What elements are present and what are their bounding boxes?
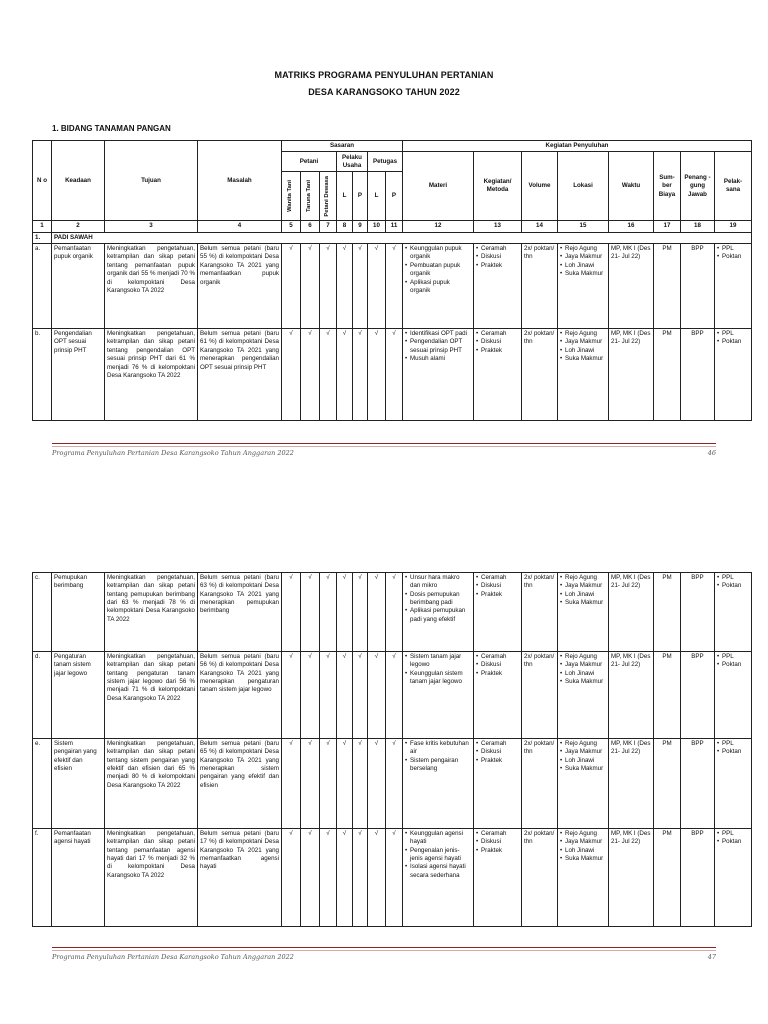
bullet-item: • PPL [717, 245, 749, 253]
volume-cell: 2x/ poktan/ thn [522, 829, 558, 927]
bullet-item: • Fase kritis kebutuhan air [405, 740, 471, 757]
checkmark-cell: √ [353, 829, 368, 927]
bullet-item: • Dosis pemupukan berimbang padi [405, 591, 471, 608]
bullet-item: • Ceramah [476, 245, 519, 253]
header-taruna-tani: Taruna Tani [301, 172, 320, 221]
column-number: 13 [474, 221, 522, 232]
metoda-cell [474, 573, 522, 652]
checkmark-cell: √ [301, 652, 320, 739]
checkmark-cell: √ [368, 829, 386, 927]
header-volume: Volume [522, 152, 558, 221]
checkmark-cell: √ [386, 739, 403, 829]
checkmark-cell: √ [368, 652, 386, 739]
masalah-cell: Belum semua petani (baru 65 %) di kelompoktani Desa Karangsoko TA 2021 yang menerapkan sistem pengairan yang efektif dan efisien [198, 739, 282, 829]
bullet-item: • Rejo Agung [560, 330, 606, 338]
penanggung-jawab-cell: BPP [681, 244, 715, 329]
masalah-cell: Belum semua petani (baru 17 %) di kelompoktani Desa Karangsoko TA 2021 yang memanfaatkan agensi hayati [198, 829, 282, 927]
checkmark-cell: √ [320, 739, 337, 829]
table-row [33, 829, 752, 927]
row-number: f. [33, 829, 52, 927]
bullet-item: • Suka Makmur [560, 855, 606, 863]
volume-cell: 2x/ poktan/ thn [522, 244, 558, 329]
waktu-cell: MP, MK I (Des 21- Jul 22) [609, 739, 654, 829]
checkmark-cell: √ [368, 573, 386, 652]
bullet-item: • Diskusi [476, 338, 519, 346]
footer-rule-thin [52, 446, 716, 447]
checkmark-cell: √ [386, 573, 403, 652]
lokasi-cell [558, 739, 609, 829]
bullet-item: • Rejo Agung [560, 653, 606, 661]
bullet-item: • Keunggulan agensi hayati [405, 830, 471, 847]
bullet-item: • Loh Jinawi [560, 757, 606, 765]
bullet-item: • Diskusi [476, 661, 519, 669]
pelaksana-cell [715, 652, 752, 739]
bullet-item: • PPL [717, 740, 749, 748]
bullet-item: • Ceramah [476, 740, 519, 748]
column-number: 9 [353, 221, 368, 232]
bullet-item: • Unsur hara makro dan mikro [405, 574, 471, 591]
document-title: MATRIKS PROGRAMA PENYULUHAN PERTANIAN [274, 70, 494, 80]
checkmark-cell: √ [353, 739, 368, 829]
bullet-item: • Rejo Agung [560, 574, 606, 582]
metoda-cell [474, 739, 522, 829]
header-petugas: Petugas [368, 152, 403, 172]
bullet-item: • Suka Makmur [560, 765, 606, 773]
header-petugas-l: L [368, 172, 386, 221]
checkmark-cell: √ [337, 573, 353, 652]
table-row [33, 244, 752, 329]
pelaksana-cell-list [717, 740, 749, 757]
column-number: 14 [522, 221, 558, 232]
penanggung-jawab-cell: BPP [681, 829, 715, 927]
bullet-item: • Loh Jinawi [560, 262, 606, 270]
materi-cell [403, 829, 474, 927]
lokasi-cell [558, 329, 609, 421]
checkmark-cell: √ [353, 652, 368, 739]
bullet-item: • Poktan [717, 748, 749, 756]
metoda-cell [474, 652, 522, 739]
pelaksana-cell [715, 329, 752, 421]
tujuan-cell: Meningkatkan pengetahuan, ketrampilan dan sikap petani tentang sistem pengairan yang efektif dan efisien dari 65 % menjadi 80 % di kelompoktani Desa Karangsoko TA 2022 [105, 739, 198, 829]
row-number: c. [33, 573, 52, 652]
checkmark-cell: √ [320, 652, 337, 739]
header-petani: Petani [282, 152, 337, 172]
metoda-cell [474, 244, 522, 329]
bullet-item: • Poktan [717, 338, 749, 346]
materi-cell [403, 739, 474, 829]
column-number: 8 [337, 221, 353, 232]
bullet-item: • Jaya Makmur [560, 582, 606, 590]
bullet-item: • Keunggulan pupuk organik [405, 245, 471, 262]
bullet-item: • Suka Makmur [560, 270, 606, 278]
column-number: 5 [282, 221, 301, 232]
footer-rule-thin [52, 950, 716, 951]
tujuan-cell: Meningkatkan pengetahuan, ketrampilan dan sikap petani tentang pemupukan berimbang dari 63 % menjadi 78 % di kelompoktani Desa Karangsoko TA 2022 [105, 573, 198, 652]
bullet-item: • Loh Jinawi [560, 847, 606, 855]
tujuan-cell: Meningkatkan pengetahuan, ketrampilan dan sikap petani tentang pemanfaatan pupuk organik dari 55 % menjadi 70 % di kelompoktani Desa Karangsoko TA 2022 [105, 244, 198, 329]
metoda-cell [474, 829, 522, 927]
column-number: 17 [654, 221, 681, 232]
bullet-item: • PPL [717, 330, 749, 338]
pelaksana-cell-list [717, 830, 749, 847]
bullet-item: • Ceramah [476, 330, 519, 338]
header-lokasi: Lokasi [558, 152, 609, 221]
header-petani-dewasa: Petani Dewasa [320, 172, 337, 221]
checkmark-cell: √ [320, 573, 337, 652]
header-pelaksana: Pelak- sana [715, 152, 752, 221]
volume-cell: 2x/ poktan/ thn [522, 573, 558, 652]
header-pelaku-usaha: Pelaku Usaha [337, 152, 368, 172]
row-number: a. [33, 244, 52, 329]
header-materi: Materi [403, 152, 474, 221]
bullet-item: • Loh Jinawi [560, 347, 606, 355]
checkmark-cell: √ [368, 739, 386, 829]
bullet-item: • PPL [717, 574, 749, 582]
column-number: 15 [558, 221, 609, 232]
bullet-item: • Aplikasi pupuk organik [405, 279, 471, 296]
materi-cell-list [405, 740, 471, 773]
row-number: e. [33, 739, 52, 829]
sumber-biaya-cell: PM [654, 573, 681, 652]
bullet-item: • Diskusi [476, 253, 519, 261]
column-number: 10 [368, 221, 386, 232]
volume-cell: 2x/ poktan/ thn [522, 739, 558, 829]
bullet-item: • Loh Jinawi [560, 591, 606, 599]
tujuan-cell: Meningkatkan pengetahuan, ketrampilan dan sikap petani tentang pemanfaatan agensi hayati dari 17 % menjadi 32 % di kelompoktani Desa Karangsoko TA 2022 [105, 829, 198, 927]
metoda-cell-list [476, 830, 519, 855]
bullet-item: • Identifikasi OPT padi [405, 330, 471, 338]
lokasi-cell-list [560, 653, 606, 686]
page-number: 46 [707, 449, 716, 457]
lokasi-cell [558, 573, 609, 652]
sumber-biaya-cell: PM [654, 244, 681, 329]
page-footer [52, 449, 716, 457]
footer-text: Programa Penyuluhan Pertanian Desa Karangsoko Tahun Anggaran 2022 [52, 953, 294, 961]
checkmark-cell: √ [282, 739, 301, 829]
bullet-item: • PPL [717, 653, 749, 661]
keadaan-cell: Pemanfaatan pupuk organik [52, 244, 105, 329]
bullet-item: • Loh Jinawi [560, 670, 606, 678]
materi-cell [403, 329, 474, 421]
checkmark-cell: √ [282, 329, 301, 421]
header-pelaku-p: P [353, 172, 368, 221]
checkmark-cell: √ [282, 244, 301, 329]
table-row [33, 739, 752, 829]
materi-cell-list [405, 245, 471, 295]
waktu-cell: MP, MK I (Des 21- Jul 22) [609, 244, 654, 329]
group-row [33, 232, 752, 243]
lokasi-cell-list [560, 330, 606, 363]
column-number: 2 [52, 221, 105, 232]
keadaan-cell: Pengaturan tanam sistem jajar legowo [52, 652, 105, 739]
document-subtitle: DESA KARANGSOKO TAHUN 2022 [308, 87, 460, 97]
header-metoda: Kegiatan/ Metoda [474, 152, 522, 221]
header-sasaran: Sasaran [282, 141, 403, 152]
checkmark-cell: √ [386, 652, 403, 739]
table-row [33, 652, 752, 739]
pelaksana-cell [715, 829, 752, 927]
waktu-cell: MP, MK I (Des 21- Jul 22) [609, 829, 654, 927]
tujuan-cell: Meningkatkan pengetahuan, ketrampilan dan sikap petani tentang pengendalian OPT sesuai prinsip PHT dari 61 % menjadi 76 % di kelompoktani Desa Karangsoko TA 2022 [105, 329, 198, 421]
sumber-biaya-cell: PM [654, 329, 681, 421]
penanggung-jawab-cell: BPP [681, 652, 715, 739]
materi-cell [403, 652, 474, 739]
bullet-item: • Poktan [717, 253, 749, 261]
group-label: PADI SAWAH [52, 232, 752, 243]
column-number: 6 [301, 221, 320, 232]
bullet-item: • Praktek [476, 847, 519, 855]
keadaan-cell: Pemupukan berimbang [52, 573, 105, 652]
header-tujuan: Tujuan [105, 141, 198, 221]
penanggung-jawab-cell: BPP [681, 573, 715, 652]
bullet-item: • Pembuatan pupuk organik [405, 262, 471, 279]
checkmark-cell: √ [386, 244, 403, 329]
checkmark-cell: √ [337, 829, 353, 927]
pelaksana-cell [715, 573, 752, 652]
materi-cell-list [405, 830, 471, 880]
column-number: 11 [386, 221, 403, 232]
checkmark-cell: √ [337, 739, 353, 829]
penanggung-jawab-cell: BPP [681, 329, 715, 421]
pelaksana-cell-list [717, 653, 749, 670]
pelaksana-cell [715, 739, 752, 829]
header-sumber-biaya: Sum- ber Biaya [654, 152, 681, 221]
lokasi-cell [558, 652, 609, 739]
bullet-item: • Suka Makmur [560, 355, 606, 363]
checkmark-cell: √ [301, 829, 320, 927]
header-petugas-p: P [386, 172, 403, 221]
bullet-item: • Diskusi [476, 748, 519, 756]
pelaksana-cell [715, 244, 752, 329]
materi-cell-list [405, 574, 471, 624]
bullet-item: • Rejo Agung [560, 245, 606, 253]
page-number: 47 [707, 953, 716, 961]
column-number: 19 [715, 221, 752, 232]
header-wanita-tani: Wanita Tani [282, 172, 301, 221]
pelaksana-cell-list [717, 245, 749, 262]
page-footer [52, 953, 716, 961]
bullet-item: • Rejo Agung [560, 830, 606, 838]
metoda-cell-list [476, 245, 519, 270]
checkmark-cell: √ [386, 329, 403, 421]
checkmark-cell: √ [386, 829, 403, 927]
checkmark-cell: √ [337, 244, 353, 329]
bullet-item: • Praktek [476, 757, 519, 765]
bullet-item: • Suka Makmur [560, 599, 606, 607]
column-number: 1 [33, 221, 52, 232]
column-number: 16 [609, 221, 654, 232]
materi-cell [403, 244, 474, 329]
keadaan-cell: Pengendalian OPT sesuai prinsip PHT [52, 329, 105, 421]
checkmark-cell: √ [320, 829, 337, 927]
bullet-item: • Sistem pengairan berselang [405, 757, 471, 774]
header-keadaan: Keadaan [52, 141, 105, 221]
lokasi-cell-list [560, 574, 606, 607]
pelaksana-cell-list [717, 574, 749, 591]
volume-cell: 2x/ poktan/ thn [522, 329, 558, 421]
metoda-cell-list [476, 330, 519, 355]
masalah-cell: Belum semua petani (baru 55 %) di kelompoktani Desa Karangsoko TA 2021 yang memanfaatkan pupuk organik [198, 244, 282, 329]
column-number: 18 [681, 221, 715, 232]
checkmark-cell: √ [337, 652, 353, 739]
bullet-item: • Diskusi [476, 838, 519, 846]
bullet-item: • Praktek [476, 347, 519, 355]
pelaksana-cell-list [717, 330, 749, 347]
bullet-item: • Ceramah [476, 830, 519, 838]
bullet-item: • Aplikasi pemupukan padi yang efektif [405, 607, 471, 624]
metoda-cell-list [476, 740, 519, 765]
checkmark-cell: √ [337, 329, 353, 421]
checkmark-cell: √ [368, 244, 386, 329]
bullet-item: • Ceramah [476, 574, 519, 582]
keadaan-cell: Pemanfaatan agensi hayati [52, 829, 105, 927]
metoda-cell-list [476, 653, 519, 678]
bullet-item: • Poktan [717, 838, 749, 846]
bullet-item: • Diskusi [476, 582, 519, 590]
section-heading: 1. BIDANG TANAMAN PANGAN [52, 124, 171, 133]
checkmark-cell: √ [353, 244, 368, 329]
checkmark-cell: √ [320, 244, 337, 329]
checkmark-cell: √ [282, 652, 301, 739]
checkmark-cell: √ [282, 573, 301, 652]
lokasi-cell-list [560, 830, 606, 863]
metoda-cell [474, 329, 522, 421]
bullet-item: • Ceramah [476, 653, 519, 661]
tujuan-cell: Meningkatkan pengetahuan, ketrampilan dan sikap petani tentang pengaturan tanam sistem jajar legowo dari 56 % menjadi 71 % di kelompoktani Desa Karangsoko TA 2022 [105, 652, 198, 739]
table-row [33, 573, 752, 652]
bullet-item: • Jaya Makmur [560, 661, 606, 669]
bullet-item: • Poktan [717, 582, 749, 590]
checkmark-cell: √ [282, 829, 301, 927]
masalah-cell: Belum semua petani (baru 61 %) di kelompoktani Desa Karangsoko TA 2021 yang menerapkan pengendalian OPT sesuai prinsip PHT [198, 329, 282, 421]
bullet-item: • Keunggulan sistem tanam jajar legowo [405, 670, 471, 687]
bullet-item: • Pengendalian OPT sesuai prinsip PHT [405, 338, 471, 355]
checkmark-cell: √ [320, 329, 337, 421]
bullet-item: • Jaya Makmur [560, 748, 606, 756]
checkmark-cell: √ [353, 573, 368, 652]
bullet-item: • Praktek [476, 591, 519, 599]
row-number: d. [33, 652, 52, 739]
header-no: N o [33, 141, 52, 221]
checkmark-cell: √ [301, 244, 320, 329]
bullet-item: • PPL [717, 830, 749, 838]
materi-cell [403, 573, 474, 652]
programa-table-page-2 [32, 572, 752, 927]
column-number: 3 [105, 221, 198, 232]
group-number: 1. [33, 232, 52, 243]
bullet-item: • Suka Makmur [560, 678, 606, 686]
checkmark-cell: √ [301, 573, 320, 652]
header-masalah: Masalah [198, 141, 282, 221]
footer-text: Programa Penyuluhan Pertanian Desa Karangsoko Tahun Anggaran 2022 [52, 449, 294, 457]
bullet-item: • Jaya Makmur [560, 338, 606, 346]
bullet-item: • Isolasi agensi hayati secara sederhana [405, 863, 471, 880]
column-number: 12 [403, 221, 474, 232]
bullet-item: • Praktek [476, 262, 519, 270]
lokasi-cell [558, 244, 609, 329]
materi-cell-list [405, 653, 471, 686]
lokasi-cell-list [560, 245, 606, 278]
sumber-biaya-cell: PM [654, 739, 681, 829]
volume-cell: 2x/ poktan/ thn [522, 652, 558, 739]
header-kegiatan: Kegiatan Penyuluhan [403, 141, 752, 152]
bullet-item: • Poktan [717, 661, 749, 669]
footer-rule [52, 947, 716, 948]
sumber-biaya-cell: PM [654, 652, 681, 739]
bullet-item: • Jaya Makmur [560, 838, 606, 846]
header-pelaku-l: L [337, 172, 353, 221]
materi-cell-list [405, 330, 471, 363]
header-waktu: Waktu [609, 152, 654, 221]
masalah-cell: Belum semua petani (baru 56 %) di kelompoktani Desa Karangsoko TA 2021 yang menerapkan pengaturan tanam sistem jajar legowo [198, 652, 282, 739]
sumber-biaya-cell: PM [654, 829, 681, 927]
table-row [33, 329, 752, 421]
column-number: 7 [320, 221, 337, 232]
checkmark-cell: √ [353, 329, 368, 421]
footer-rule [52, 443, 716, 444]
column-number-row [33, 221, 752, 232]
checkmark-cell: √ [368, 329, 386, 421]
penanggung-jawab-cell: BPP [681, 739, 715, 829]
keadaan-cell: Sistem pengairan yang efektif dan efisien [52, 739, 105, 829]
bullet-item: • Jaya Makmur [560, 253, 606, 261]
bullet-item: • Musuh alami [405, 355, 471, 363]
lokasi-cell [558, 829, 609, 927]
bullet-item: • Praktek [476, 670, 519, 678]
bullet-item: • Rejo Agung [560, 740, 606, 748]
row-number: b. [33, 329, 52, 421]
checkmark-cell: √ [301, 329, 320, 421]
column-number: 4 [198, 221, 282, 232]
bullet-item: • Sistem tanam jajar legowo [405, 653, 471, 670]
waktu-cell: MP, MK I (Des 21- Jul 22) [609, 573, 654, 652]
masalah-cell: Belum semua petani (baru 63 %) di kelompoktani Desa Karangsoko TA 2021 yang menerapkan pemupukan berimbang [198, 573, 282, 652]
header-penanggung-jawab: Penang -gung Jawab [681, 152, 715, 221]
lokasi-cell-list [560, 740, 606, 773]
waktu-cell: MP, MK I (Des 21- Jul 22) [609, 329, 654, 421]
checkmark-cell: √ [301, 739, 320, 829]
waktu-cell: MP, MK I (Des 21- Jul 22) [609, 652, 654, 739]
programa-table-page-1 [32, 140, 752, 421]
metoda-cell-list [476, 574, 519, 599]
bullet-item: • Pengenalan jenis-jenis agensi hayati [405, 847, 471, 864]
